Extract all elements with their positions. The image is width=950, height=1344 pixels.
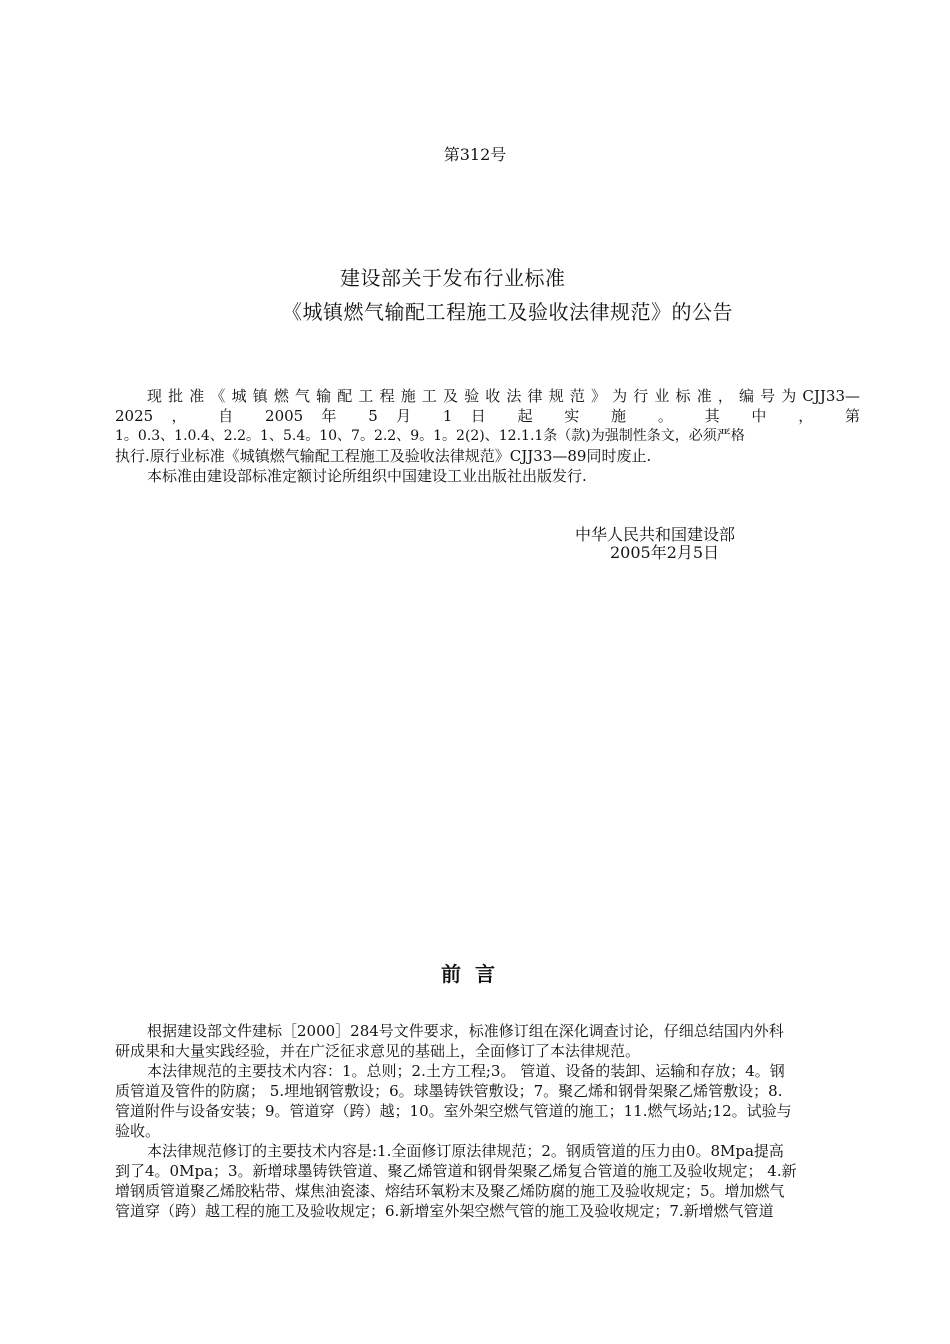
announcement-body xyxy=(115,386,860,486)
announcement-body-line: 执行.原行业标准《城镇燃气输配工程施工及验收法律规范》CJJ33—89同时废止. xyxy=(115,447,652,465)
announcement-title-line-2: 《城镇燃气输配工程施工及验收法律规范》的公告 xyxy=(282,300,733,324)
preface-line: 验收。 xyxy=(115,1122,161,1140)
preface-line: 质管道及管件的防腐； 5.埋地钢管敷设；6。球墨铸铁管敷设；7。聚乙烯和钢骨架聚乙烯管敷设；8. xyxy=(115,1082,783,1100)
signature-organization: 中华人民共和国建设部 xyxy=(575,525,736,544)
preface-line: 本法律规范修订的主要技术内容是:1.全面修订原法律规范；2。钢质管道的压力由0。8Mpa提高 xyxy=(147,1142,784,1160)
announcement-body-line: 现批准《城镇燃气输配工程施工及验收法律规范》为行业标准，编号为CJJ33— xyxy=(147,387,860,405)
announcement-body-line: 2025 ， 自 2005 年 5 月 1 日 起 实 施 。 其 中 ， 第 xyxy=(115,407,860,425)
preface-line: 增钢质管道聚乙烯胶粘带、煤焦油瓷漆、熔结环氧粉末及聚乙烯防腐的施工及验收规定；5。增加燃气 xyxy=(115,1182,785,1200)
preface-line: 本法律规范的主要技术内容：1。总则；2.土方工程;3。 管道、设备的装卸、运输和存放；4。钢 xyxy=(147,1062,785,1080)
preface-line: 管道附件与设备安装；9。管道穿（跨）越；10。室外架空燃气管道的施工；11.燃气场站;12。试验与 xyxy=(115,1102,792,1120)
announcement-number: 第312号 xyxy=(443,145,507,164)
announcement-body-line: 1。0.3、1.0.4、2.2。1、5.4。10、7。2.2、9。1。2(2)、12.1.1条（款)为强制性条文，必须严格 xyxy=(115,428,745,444)
preface-line: 管道穿（跨）越工程的施工及验收规定；6.新增室外架空燃气管的施工及验收规定；7.新增燃气管道 xyxy=(115,1202,774,1220)
signature-date: 2005年2月5日 xyxy=(610,543,720,562)
preface-line: 到了4。0Mpa；3。新增球墨铸铁管道、聚乙烯管道和钢骨架聚乙烯复合管道的施工及验收规定； 4.新 xyxy=(115,1162,797,1180)
preface-body xyxy=(115,1021,860,1221)
announcement-body-line: 本标准由建设部标准定额讨论所组织中国建设工业出版社出版发行. xyxy=(147,467,587,485)
announcement-title-line-1: 建设部关于发布行业标准 xyxy=(340,266,566,290)
preface-title: 前言 xyxy=(441,962,509,986)
preface-line: 研成果和大量实践经验，并在广泛征求意见的基础上，全面修订了本法律规范。 xyxy=(115,1042,641,1060)
preface-line: 根据建设部文件建标［2000］284号文件要求，标准修订组在深化调查讨论，仔细总结国内外科 xyxy=(147,1022,784,1040)
